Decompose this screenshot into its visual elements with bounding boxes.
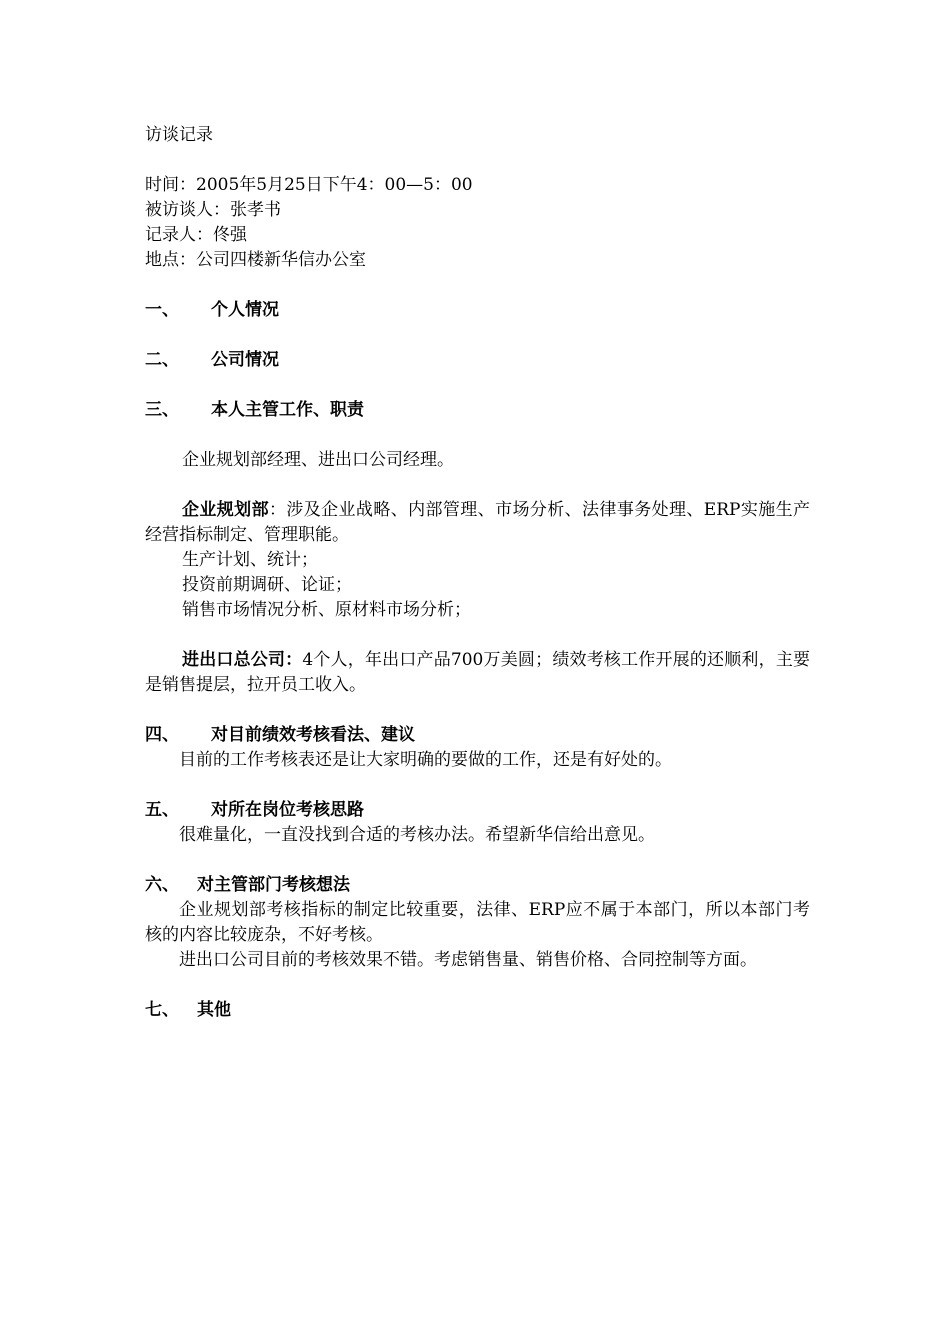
section-title: 本人主管工作、职责 xyxy=(211,400,364,420)
section-5-text: 很难量化，一直没找到合适的考核办法。希望新华信给出意见。 xyxy=(179,825,655,845)
section-number: 六、 xyxy=(145,875,179,895)
section-heading-7 xyxy=(145,998,810,1023)
section-number: 一、 xyxy=(145,300,179,320)
trade-paragraph xyxy=(145,648,810,698)
section-title: 对所在岗位考核思路 xyxy=(211,800,364,820)
section-title: 个人情况 xyxy=(211,300,279,320)
section-heading-2 xyxy=(145,348,810,373)
section-title: 公司情况 xyxy=(211,350,279,370)
section-6-paragraph-1: 企业规划部考核指标的制定比较重要，法律、ERP应不属于本部门，所以本部门考核的内容比较庞杂，不好考核。 xyxy=(145,900,810,945)
section-title: 对目前绩效考核看法、建议 xyxy=(211,725,415,745)
meta-recorder: 记录人：佟强 xyxy=(145,225,247,245)
meta-time: 时间：2005年5月25日下午4：00—5：00 xyxy=(145,175,473,195)
section-heading-5 xyxy=(145,798,810,823)
planning-item: 销售市场情况分析、原材料市场分析； xyxy=(182,600,471,620)
planning-item: 投资前期调研、论证； xyxy=(182,575,352,595)
trade-label: 进出口总公司： xyxy=(182,650,303,670)
section-heading-6 xyxy=(145,873,810,898)
section-number: 四、 xyxy=(145,725,179,745)
section-heading-4 xyxy=(145,723,810,748)
document-title: 访谈记录 xyxy=(145,125,213,145)
section-number: 三、 xyxy=(145,400,179,420)
section-4-text: 目前的工作考核表还是让大家明确的要做的工作，还是有好处的。 xyxy=(179,750,672,770)
section-number: 七、 xyxy=(145,1000,179,1020)
section-number: 五、 xyxy=(145,800,179,820)
section-title: 其他 xyxy=(197,1000,231,1020)
section-6-paragraph-2: 进出口公司目前的考核效果不错。考虑销售量、销售价格、合同控制等方面。 xyxy=(179,950,757,970)
meta-location: 地点：公司四楼新华信办公室 xyxy=(145,250,366,270)
trade-text: 4个人，年出口产品700万美圆；绩效考核工作开展的还顺利，主要是销售提层，拉开员工收入。 xyxy=(145,650,811,695)
position-text: 企业规划部经理、进出口公司经理。 xyxy=(182,450,454,470)
document-page xyxy=(145,123,810,1023)
planning-item: 生产计划、统计； xyxy=(182,550,318,570)
section-heading-1 xyxy=(145,298,810,323)
section-heading-3 xyxy=(145,398,810,423)
section-title: 对主管部门考核想法 xyxy=(197,875,350,895)
planning-paragraph xyxy=(145,498,810,548)
planning-label: 企业规划部 xyxy=(182,500,269,520)
meta-interviewee: 被访谈人：张孝书 xyxy=(145,200,281,220)
planning-text: ：涉及企业战略、内部管理、市场分析、法律事务处理、ERP实施生产经营指标制定、管理职能。 xyxy=(145,500,810,545)
section-number: 二、 xyxy=(145,350,179,370)
